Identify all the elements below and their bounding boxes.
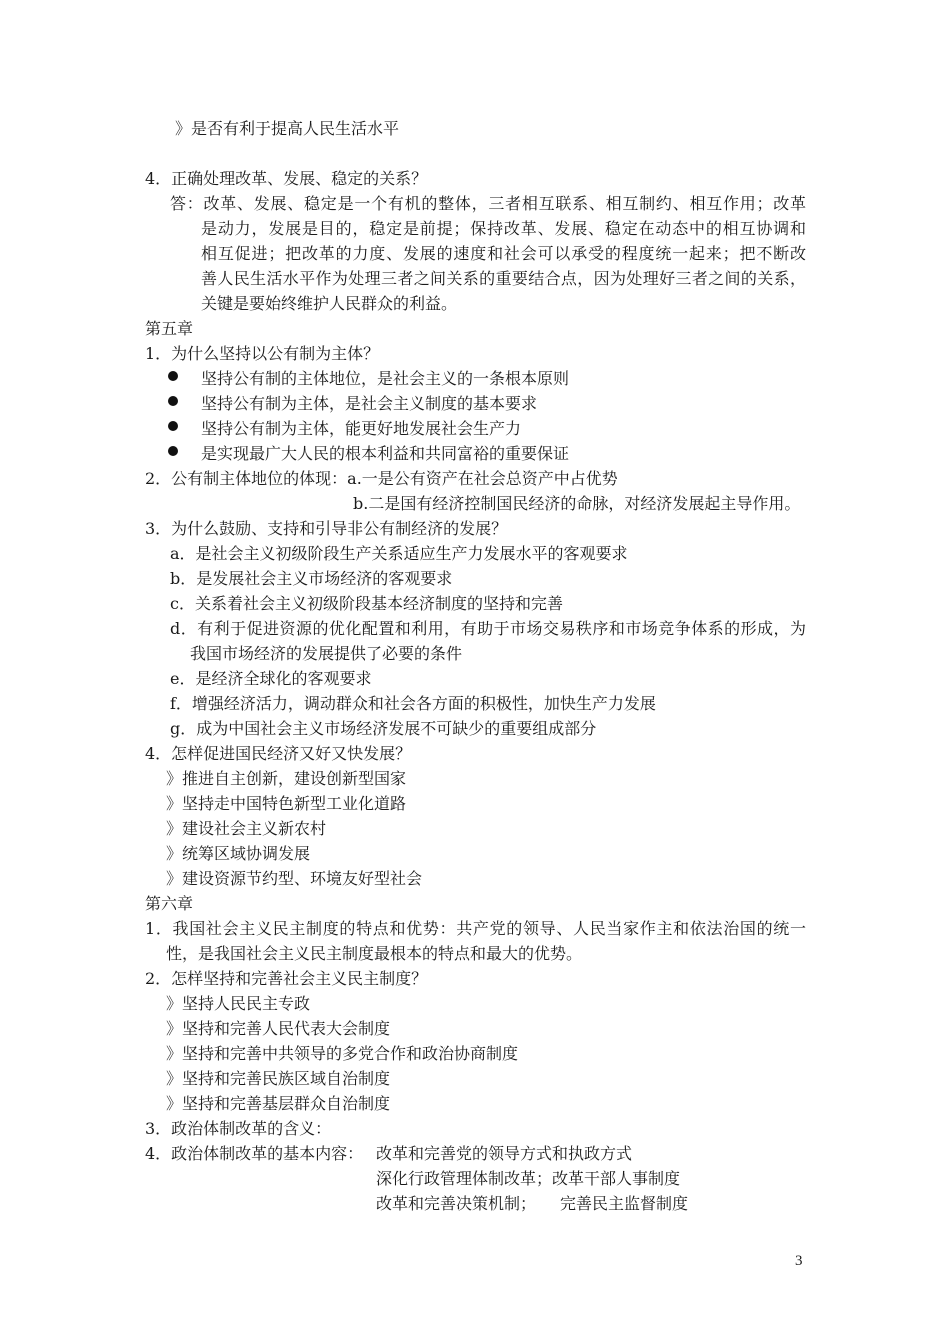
question-heading: 4．怎样促进国民经济又好又快发展？: [145, 744, 412, 763]
list-item: 》建设资源节约型、环境友好型社会: [166, 869, 423, 888]
list-item: 》坚持和完善中共领导的多党合作和政治协商制度: [166, 1044, 519, 1063]
bullet-icon: [168, 371, 178, 381]
bullet-icon: [168, 446, 178, 456]
page-number: 3: [795, 1253, 803, 1269]
answer-line: 相互促进；把改革的力度、发展的速度和社会可以承受的程度统一起来；把不断改: [201, 244, 806, 263]
answer-line: 改革和完善党的领导方式和执政方式: [376, 1144, 633, 1163]
bullet-item: 是实现最广大人民的根本利益和共同富裕的重要保证: [201, 444, 570, 463]
chapter-title: 第六章: [145, 894, 194, 913]
list-item: a．是社会主义初级阶段生产关系适应生产力发展水平的客观要求: [170, 544, 628, 563]
bullet-item: 坚持公有制为主体，能更好地发展社会生产力: [201, 419, 522, 438]
answer-line: 完善民主监督制度: [560, 1194, 689, 1213]
answer-line: 答：改革、发展、稳定是一个有机的整体，三者相互联系、相互制约、相互作用；改革: [170, 194, 806, 213]
list-item: 我国市场经济的发展提供了必要的条件: [190, 644, 463, 663]
question-heading: 1．我国社会主义民主制度的特点和优势：共产党的领导、人民当家作主和依法治国的统一: [145, 919, 806, 938]
list-item: b．是发展社会主义市场经济的客观要求: [170, 569, 453, 588]
list-item: g．成为中国社会主义市场经济发展不可缺少的重要组成部分: [170, 719, 597, 738]
question-heading: 1．为什么坚持以公有制为主体？: [145, 344, 380, 363]
answer-line: 善人民生活水平作为处理三者之间关系的重要结合点，因为处理好三者之间的关系，: [201, 269, 806, 288]
chapter-title: 第五章: [145, 319, 194, 338]
answer-line: 改革和完善决策机制；: [376, 1194, 537, 1213]
bullet-item: 坚持公有制为主体，是社会主义制度的基本要求: [201, 394, 538, 413]
question-heading: 3．为什么鼓励、支持和引导非公有制经济的发展？: [145, 519, 508, 538]
list-item: 》坚持和完善民族区域自治制度: [166, 1069, 391, 1088]
list-item: 》坚持和完善人民代表大会制度: [166, 1019, 391, 1038]
list-item: 》建设社会主义新农村: [166, 819, 327, 838]
question-heading: 3．政治体制改革的含义：: [145, 1119, 332, 1138]
bullet-icon: [168, 421, 178, 431]
question-heading: 2．怎样坚持和完善社会主义民主制度？: [145, 969, 428, 988]
list-item: e．是经济全球化的客观要求: [170, 669, 372, 688]
list-item: f．增强经济活力，调动群众和社会各方面的积极性，加快生产力发展: [170, 694, 656, 713]
list-item: c．关系着社会主义初级阶段基本经济制度的坚持和完善: [170, 594, 563, 613]
list-item: 》坚持人民民主专政: [166, 994, 311, 1013]
bullet-icon: [168, 396, 178, 406]
answer-line: 是动力，发展是目的，稳定是前提；保持改革、发展、稳定在动态中的相互协调和: [201, 219, 806, 238]
list-item: 》坚持和完善基层群众自治制度: [166, 1094, 391, 1113]
answer-line: 性，是我国社会主义民主制度最根本的特点和最大的优势。: [166, 944, 583, 963]
list-item: 》统筹区域协调发展: [166, 844, 311, 863]
answer-line: 深化行政管理体制改革；改革干部人事制度: [376, 1169, 681, 1188]
list-item: d．有利于促进资源的优化配置和利用，有助于市场交易秩序和市场竞争体系的形成，为: [170, 619, 806, 638]
list-item: 》坚持走中国特色新型工业化道路: [166, 794, 407, 813]
list-item: 》是否有利于提高人民生活水平: [175, 119, 400, 138]
question-heading: 4．正确处理改革、发展、稳定的关系？: [145, 169, 428, 188]
question-heading: 4．政治体制改革的基本内容：: [145, 1144, 364, 1163]
question-heading: 2．公有制主体地位的体现：a.一是公有资产在社会总资产中占优势: [145, 469, 618, 488]
bullet-item: 坚持公有制的主体地位，是社会主义的一条根本原则: [201, 369, 570, 388]
list-item: 》推进自主创新，建设创新型国家: [166, 769, 407, 788]
answer-line: 关键是要始终维护人民群众的利益。: [201, 294, 458, 313]
answer-line: b.二是国有经济控制国民经济的命脉，对经济发展起主导作用。: [353, 494, 801, 513]
